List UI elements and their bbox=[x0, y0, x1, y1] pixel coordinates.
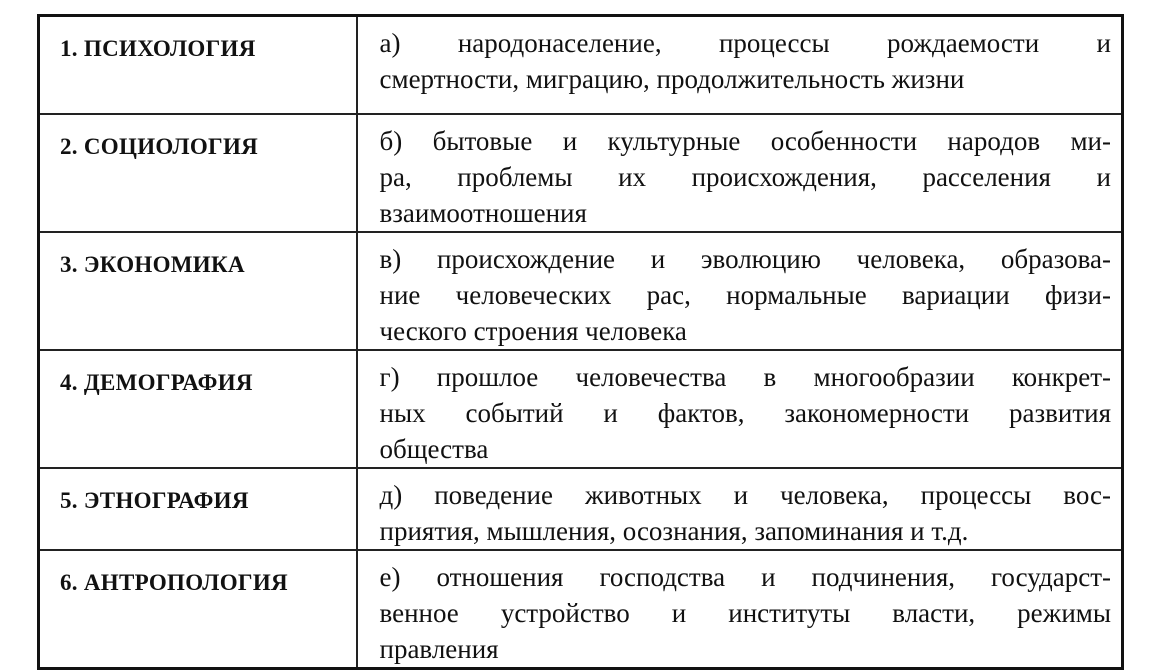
description-cell bbox=[357, 468, 1123, 550]
description-cell bbox=[357, 16, 1123, 114]
description-line: правления bbox=[379, 633, 499, 664]
term-label: 3. ЭКОНОМИКА bbox=[60, 251, 245, 277]
description-line: д) поведение животных и человека, процессы вос- bbox=[379, 479, 1111, 510]
term-cell bbox=[39, 16, 357, 114]
table-row bbox=[39, 16, 1123, 114]
description-line: смертности, миграцию, продолжительность жизни bbox=[379, 64, 965, 94]
description-cell bbox=[357, 114, 1123, 232]
description-line: в) происхождение и эволюцию человека, образова- bbox=[379, 243, 1111, 274]
description-cell bbox=[357, 550, 1123, 669]
table-row bbox=[39, 350, 1123, 468]
term-label: 1. ПСИХОЛОГИЯ bbox=[60, 36, 256, 61]
description-line: венное устройство и институты власти, режимы bbox=[379, 597, 1111, 628]
description-line: г) прошлое человечества в многообразии конкрет- bbox=[379, 361, 1111, 392]
table-row bbox=[39, 114, 1123, 232]
description-line: ние человеческих рас, нормальные вариации физи- bbox=[379, 279, 1111, 310]
description-line: е) отношения господства и подчинения, государст- bbox=[379, 561, 1111, 592]
description-line: ных событий и фактов, закономерности развития bbox=[379, 397, 1111, 428]
term-label: 5. ЭТНОГРАФИЯ bbox=[60, 487, 249, 513]
description-line: общества bbox=[379, 433, 489, 464]
table-row bbox=[39, 550, 1123, 669]
description-line: б) бытовые и культурные особенности народов ми- bbox=[379, 125, 1111, 156]
description-text bbox=[358, 351, 1122, 467]
description-text bbox=[358, 551, 1122, 667]
description-text bbox=[358, 115, 1122, 231]
description-line: а) народонаселение, процессы рождаемости и bbox=[379, 28, 1111, 58]
term-cell bbox=[39, 232, 357, 350]
matching-table bbox=[37, 14, 1124, 670]
term-cell bbox=[39, 550, 357, 669]
term-label: 4. ДЕМОГРАФИЯ bbox=[60, 369, 253, 395]
term-label: 2. СОЦИОЛОГИЯ bbox=[60, 133, 259, 159]
description-line: приятия, мышления, осознания, запоминания и т.д. bbox=[379, 515, 969, 546]
term-label: 6. АНТРОПОЛОГИЯ bbox=[60, 569, 288, 595]
description-line: ческого строения человека bbox=[379, 315, 687, 346]
table-row bbox=[39, 468, 1123, 550]
description-text bbox=[358, 469, 1122, 549]
description-line: ра, проблемы их происхождения, расселения и bbox=[379, 161, 1111, 192]
term-cell bbox=[39, 468, 357, 550]
term-cell bbox=[39, 114, 357, 232]
description-cell bbox=[357, 350, 1123, 468]
term-cell bbox=[39, 350, 357, 468]
description-cell bbox=[357, 232, 1123, 350]
description-text bbox=[358, 233, 1122, 349]
description-line: взаимоотношения bbox=[379, 197, 587, 228]
table-row bbox=[39, 232, 1123, 350]
description-text bbox=[358, 17, 1122, 97]
